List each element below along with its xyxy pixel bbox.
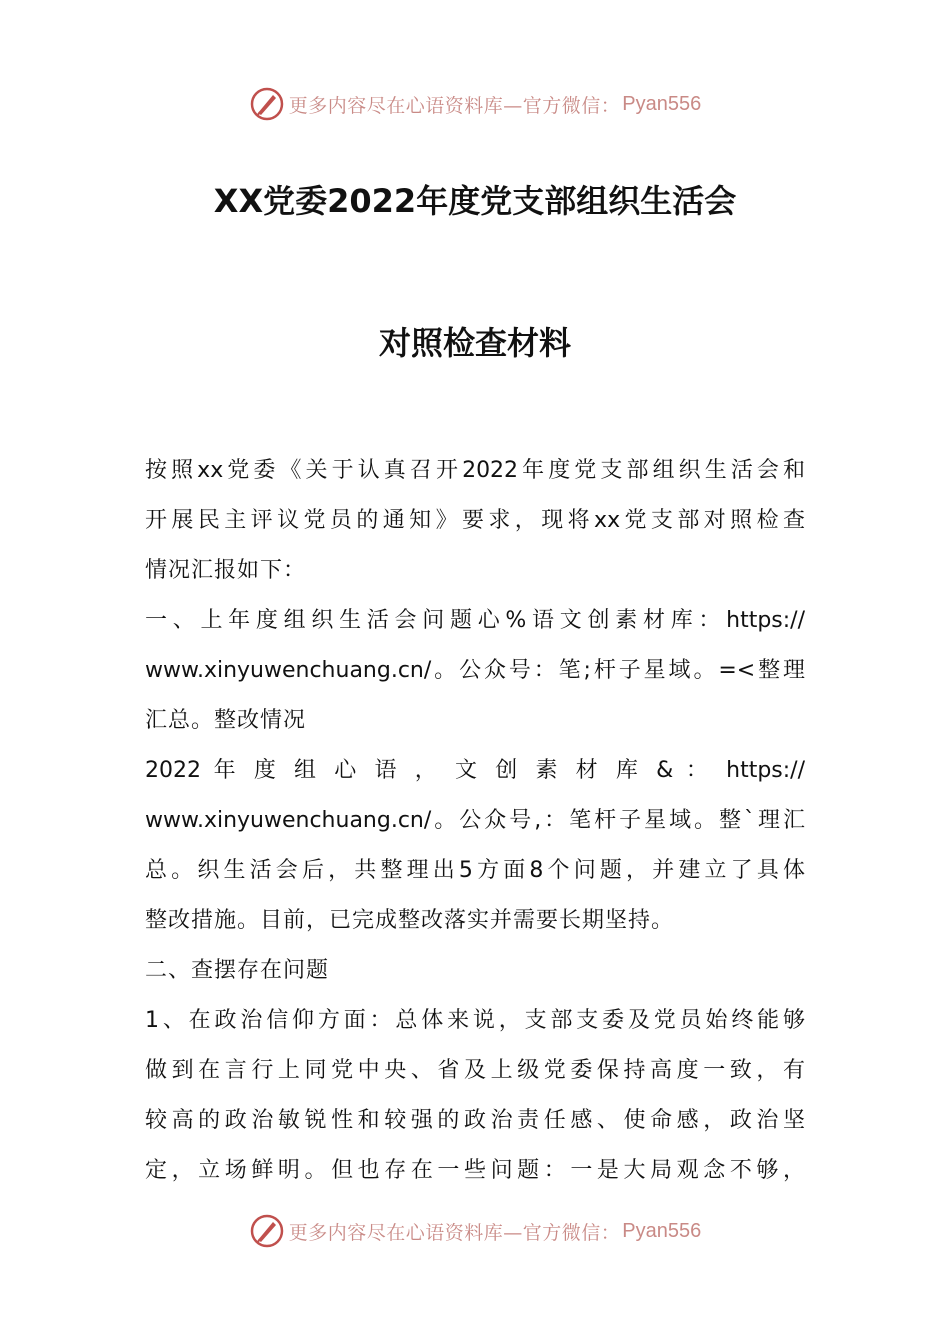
- body-text-line: www.xinyuwenchuang.cn/。公众号,：笔杆子星域。整`理汇: [145, 808, 805, 833]
- header-watermark-banner: [0, 84, 950, 124]
- body-text-line: 整改措施。目前，已完成整改落实并需要长期坚持。: [145, 908, 675, 933]
- body-text-line: 较高的政治敏锐性和较强的政治责任感、使命感，政治坚: [145, 1108, 805, 1133]
- quill-logo-icon: [249, 86, 285, 122]
- body-text-line: 定，立场鲜明。但也存在一些问题：一是大局观念不够，: [145, 1158, 805, 1183]
- body-text-line: 一、上年度组织生活会问题心%语文创素材库：https://: [145, 608, 805, 633]
- watermark-wechat-id: Pyan556: [622, 1219, 702, 1242]
- document-title-line-2: 对照检查材料: [378, 324, 571, 362]
- body-text-line: www.xinyuwenchuang.cn/。公众号：笔;杆子星域。=<整理: [145, 658, 805, 683]
- body-text-line: 做到在言行上同党中央、省及上级党委保持高度一致，有: [145, 1058, 805, 1083]
- document-title-line-1: XX党委2022年度党支部组织生活会: [213, 182, 737, 220]
- body-text-line: 2022 年 度 组 心 语 ， 文 创 素 材 库 & ： https://: [145, 758, 805, 783]
- watermark-wechat-id: Pyan556: [622, 92, 702, 115]
- body-text-line: 汇总。整改情况: [145, 708, 307, 733]
- body-text-line: 1、在政治信仰方面：总体来说，支部支委及党员始终能够: [145, 1008, 805, 1033]
- watermark-text: 更多内容尽在心语资料库—官方微信：: [288, 94, 621, 117]
- body-text-line: 开展民主评议党员的通知》要求，现将xx党支部对照检查: [145, 508, 805, 533]
- body-text-line: 情况汇报如下：: [145, 558, 307, 583]
- body-text-line: 总。织生活会后，共整理出5方面8个问题，并建立了具体: [145, 858, 805, 883]
- body-text-line: 按照xx党委《关于认真召开2022年度党支部组织生活会和: [145, 458, 805, 483]
- document-body: [145, 446, 805, 1196]
- watermark-text: 更多内容尽在心语资料库—官方微信：: [288, 1221, 621, 1244]
- footer-watermark-banner: [0, 1211, 950, 1251]
- quill-logo-icon: [249, 1213, 285, 1249]
- body-text-line: 二、查摆存在问题: [145, 958, 330, 983]
